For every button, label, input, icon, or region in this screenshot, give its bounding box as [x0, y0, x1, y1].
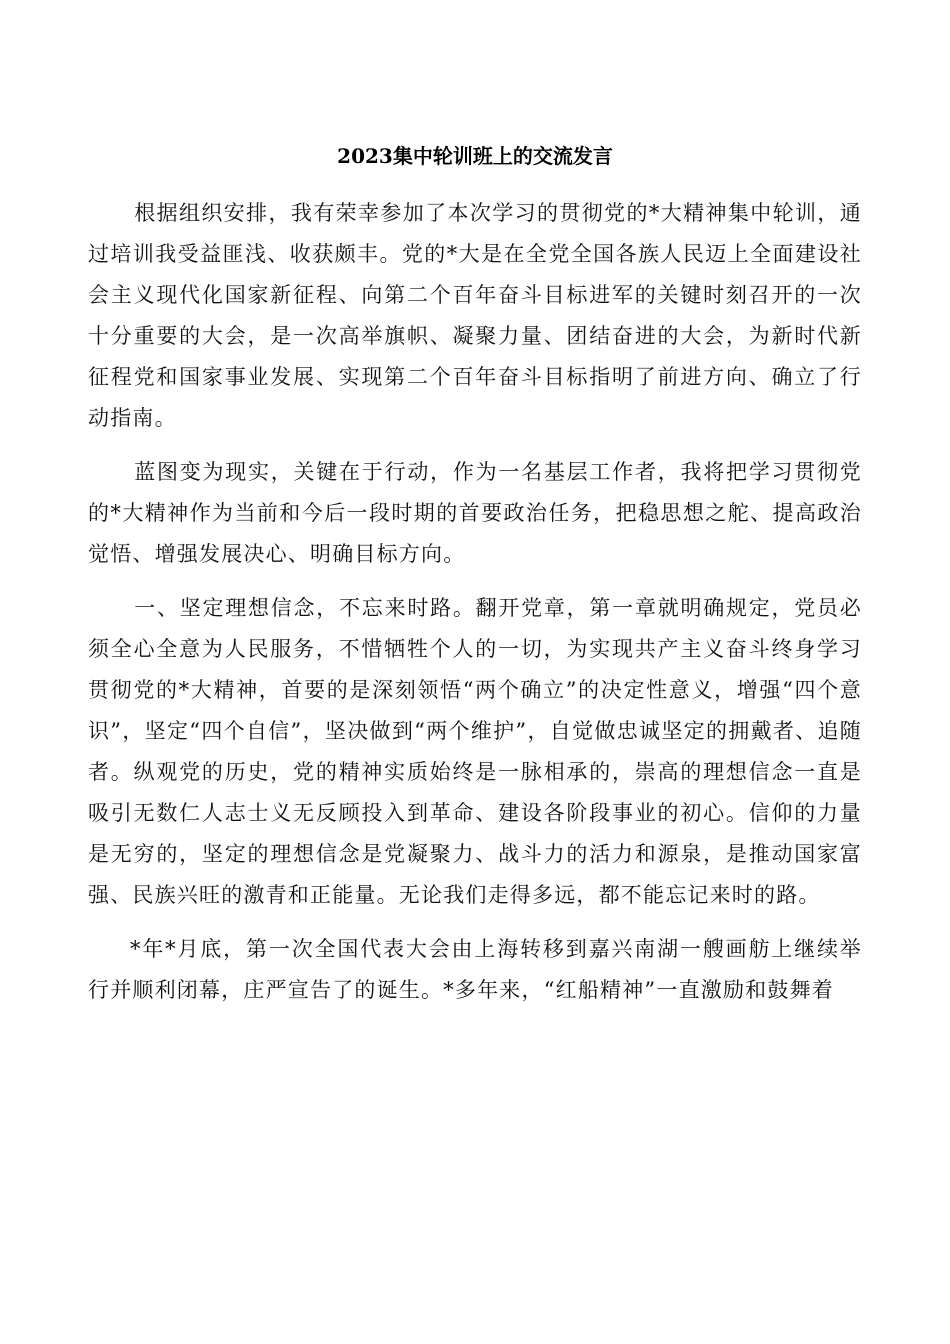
paragraph-section-one: 一、坚定理想信念，不忘来时路。翻开党章，第一章就明确规定，党员必须全心全意为人民服务，不惜牺牲个人的一切，为实现共产主义奋斗终身学习贯彻党的*大精神，首要的是深刻领悟“两个确立”的决定性意义，增强“四个意识”，坚定“四个自信”，坚决做到“两个维护”，自觉做忠诚坚定的拥戴者、追随者。纵观党的历史，党的精神实质始终是一脉相承的，崇高的理想信念一直是吸引无数仁人志士义无反顾投入到革命、建设各阶段事业的初心。信仰的力量是无穷的，坚定的理想信念是党凝聚力、战斗力的活力和源泉，是推动国家富强、民族兴旺的激青和正能量。无论我们走得多远，都不能忘记来时的路。 — [88, 596, 862, 907]
document-title: 2023集中轮训班上的交流发言 — [337, 144, 613, 168]
paragraph-blueprint: 蓝图变为现实，关键在于行动，作为一名基层工作者，我将把学习贯彻党的*大精神作为当前和今后一段时期的首要政治任务，把稳思想之舵、提高政治觉悟、增强发展决心、明确目标方向。 — [88, 460, 862, 566]
document-body — [88, 193, 862, 1024]
paragraph-red-boat: *年*月底，第一次全国代表大会由上海转移到嘉兴南湖一艘画舫上继续举行并顺利闭幕，庄严宣告了的诞生。*多年来，“红船精神”一直激励和鼓舞着 — [88, 937, 862, 1002]
paragraph-intro: 根据组织安排，我有荣幸参加了本次学习的贯彻党的*大精神集中轮训，通过培训我受益匪浅、收获颇丰。党的*大是在全党全国各族人民迈上全面建设社会主义现代化国家新征程、向第二个百年奋斗目标进军的关键时刻召开的一次十分重要的大会，是一次高举旗帜、凝聚力量、团结奋进的大会，为新时代新征程党和国家事业发展、实现第二个百年奋斗目标指明了前进方向、确立了行动指南。 — [88, 201, 862, 430]
